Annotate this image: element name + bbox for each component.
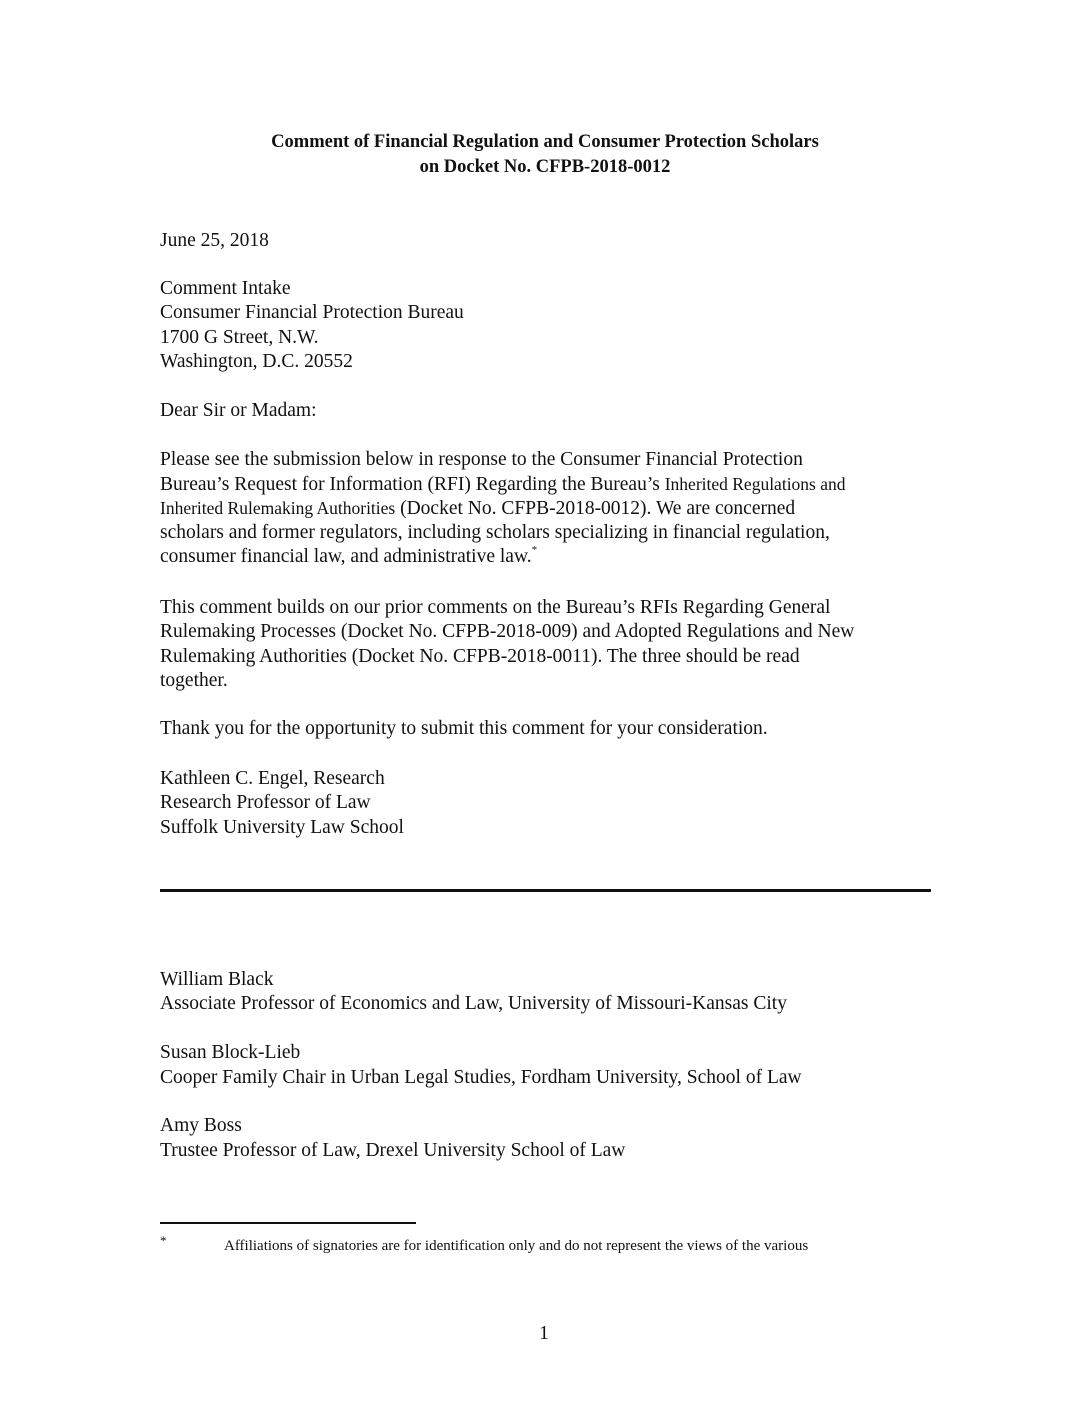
paragraph-1-line-2 <box>160 472 846 497</box>
document-title-line-2: on Docket No. CFPB-2018-0012 <box>419 157 671 177</box>
paragraph-1-line-2-rfi-name: Inherited Regulations and <box>664 474 846 494</box>
paragraph-1-line-1: Please see the submission below in response to the Consumer Financial Protection <box>160 449 803 470</box>
signer-affiliation: Associate Professor of Economics and Law, University of Missouri-Kansas City <box>160 993 787 1014</box>
footnote-mark: * <box>160 1233 167 1248</box>
footnote-text: Affiliations of signatories are for identification only and do not represent the views of the various <box>224 1238 809 1254</box>
paragraph-1-line-5-text: consumer financial law, and administrative law. <box>160 546 532 567</box>
paragraph-1-line-3 <box>160 496 795 521</box>
letter-date: June 25, 2018 <box>160 230 269 251</box>
paragraph-1-line-4: scholars and former regulators, including scholars specializing in financial regulation, <box>160 522 830 543</box>
paragraph-2-line-2: Rulemaking Processes (Docket No. CFPB-2018-009) and Adopted Regulations and New <box>160 621 855 642</box>
document-title-line-1: Comment of Financial Regulation and Consumer Protection Scholars <box>271 132 819 152</box>
paragraph-2-line-1: This comment builds on our prior comments on the Bureau’s RFIs Regarding General <box>160 597 831 618</box>
recipient-line-4: Washington, D.C. 20552 <box>160 351 353 372</box>
recipient-line-1: Comment Intake <box>160 278 291 299</box>
paragraph-1-line-3-text: (Docket No. CFPB-2018-0012). We are concerned <box>395 498 796 519</box>
paragraph-1-line-5 <box>160 545 537 569</box>
paragraph-1-line-2-text: Bureau’s Request for Information (RFI) Regarding the Bureau’s <box>160 474 665 495</box>
signatory-school: Suffolk University Law School <box>160 817 404 838</box>
recipient-line-3: 1700 G Street, N.W. <box>160 327 319 348</box>
footnote-reference[interactable]: * <box>531 543 538 556</box>
closing-sentence: Thank you for the opportunity to submit this comment for your consideration. <box>160 718 768 739</box>
page-number: 1 <box>539 1323 549 1344</box>
signer-name: Amy Boss <box>160 1115 242 1136</box>
section-divider <box>160 889 931 892</box>
signer-name: Susan Block-Lieb <box>160 1042 301 1063</box>
signer-affiliation: Cooper Family Chair in Urban Legal Studies, Fordham University, School of Law <box>160 1067 802 1088</box>
footnote-divider <box>160 1222 416 1224</box>
signer-name: William Black <box>160 969 274 990</box>
signatory-title: Research Professor of Law <box>160 792 371 813</box>
signer-affiliation: Trustee Professor of Law, Drexel University School of Law <box>160 1140 626 1161</box>
paragraph-1-line-3-rfi-name: Inherited Rulemaking Authorities <box>160 498 396 518</box>
paragraph-2-line-3: Rulemaking Authorities (Docket No. CFPB-2018-0011). The three should be read <box>160 646 800 667</box>
signatory-name: Kathleen C. Engel, Research <box>160 768 385 789</box>
paragraph-2-line-4: together. <box>160 670 228 691</box>
recipient-line-2: Consumer Financial Protection Bureau <box>160 302 464 323</box>
salutation: Dear Sir or Madam: <box>160 400 317 421</box>
